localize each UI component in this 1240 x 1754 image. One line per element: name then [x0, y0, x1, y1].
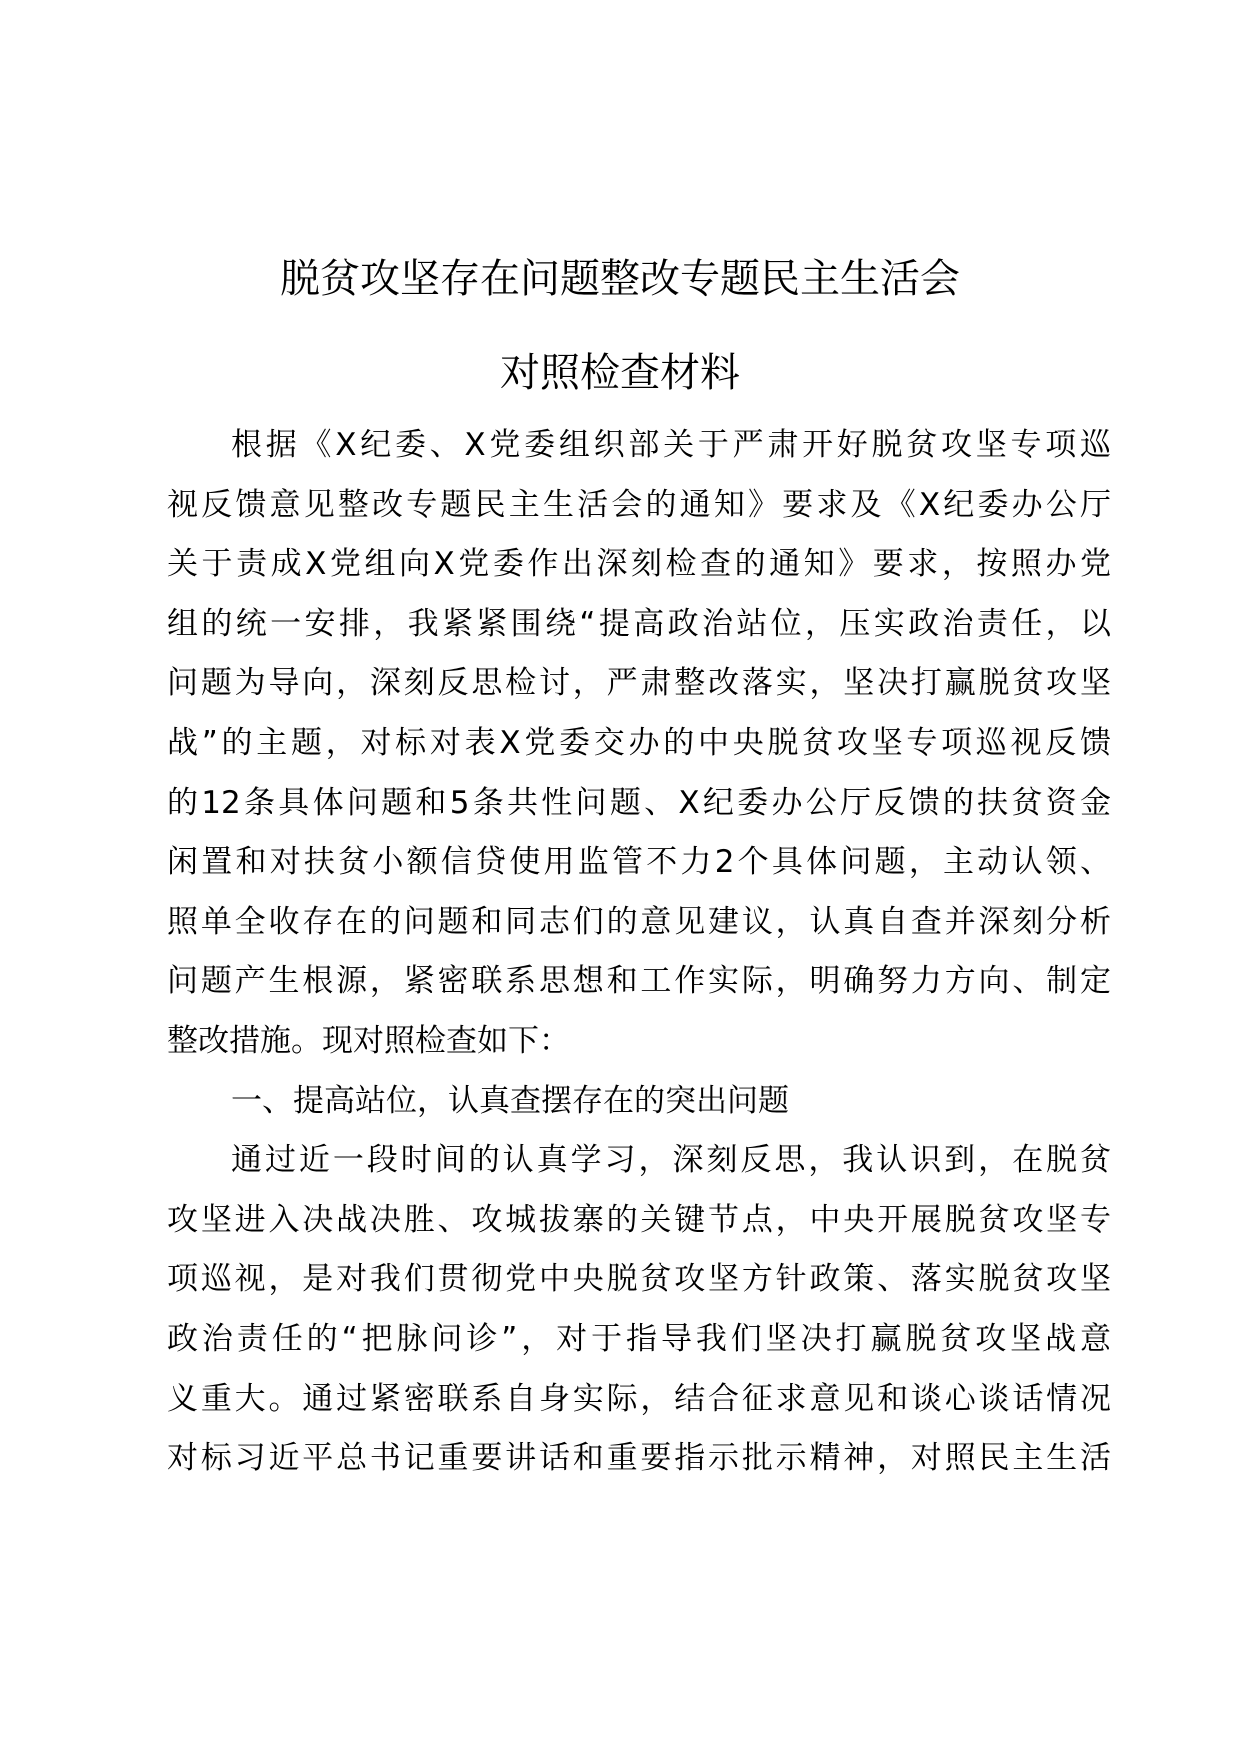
text-line: 组的统一安排，我紧紧围绕“提高政治站位，压实政治责任，以 — [167, 605, 1111, 642]
text-line: 闲置和对扶贫小额信贷使用监管不力2个具体问题，主动认领、 — [167, 844, 1111, 881]
text-line: 问题为导向，深刻反思检讨，严肃整改落实，坚决打赢脱贫攻坚 — [167, 665, 1111, 702]
text-line: 攻坚进入决战决胜、攻城拔寨的关键节点，中央开展脱贫攻坚专 — [167, 1201, 1111, 1238]
paragraph-intro — [167, 416, 1111, 1072]
text-line: 政治责任的“把脉问诊”，对于指导我们坚决打赢脱贫攻坚战意 — [167, 1320, 1111, 1357]
text-line: 通过近一段时间的认真学习，深刻反思，我认识到，在脱贫 — [231, 1142, 1111, 1179]
text-line: 义重大。通过紧密联系自身实际，结合征求意见和谈心谈话情况 — [167, 1380, 1111, 1417]
text-line: 视反馈意见整改专题民主生活会的通知》要求及《X纪委办公厅 — [167, 486, 1111, 523]
document-body — [167, 416, 1111, 1489]
title-line-2: 对照检查材料 — [500, 350, 740, 396]
text-line: 项巡视，是对我们贯彻党中央脱贫攻坚方针政策、落实脱贫攻坚 — [167, 1261, 1111, 1298]
text-line: 的12条具体问题和5条共性问题、X纪委办公厅反馈的扶贫资金 — [167, 784, 1111, 821]
text-line: 关于责成X党组向X党委作出深刻检查的通知》要求，按照办党 — [167, 546, 1111, 583]
section-heading-1: 一、提高站位，认真查摆存在的突出问题 — [231, 1082, 789, 1119]
text-line: 照单全收存在的问题和同志们的意见建议，认真自查并深刻分析 — [167, 903, 1111, 940]
title-line-1: 脱贫攻坚存在问题整改专题民主生活会 — [280, 256, 960, 302]
text-line: 战”的主题，对标对表X党委交办的中央脱贫攻坚专项巡视反馈 — [167, 724, 1111, 761]
text-line: 对标习近平总书记重要讲话和重要指示批示精神，对照民主生活 — [167, 1440, 1111, 1477]
text-line: 根据《X纪委、X党委组织部关于严肃开好脱贫攻坚专项巡 — [231, 427, 1111, 463]
document-title — [0, 232, 1240, 420]
text-line: 问题产生根源，紧密联系思想和工作实际，明确努力方向、制定 — [167, 963, 1111, 1000]
text-line: 整改措施。现对照检查如下： — [167, 1022, 570, 1059]
paragraph-section1 — [167, 1131, 1111, 1489]
